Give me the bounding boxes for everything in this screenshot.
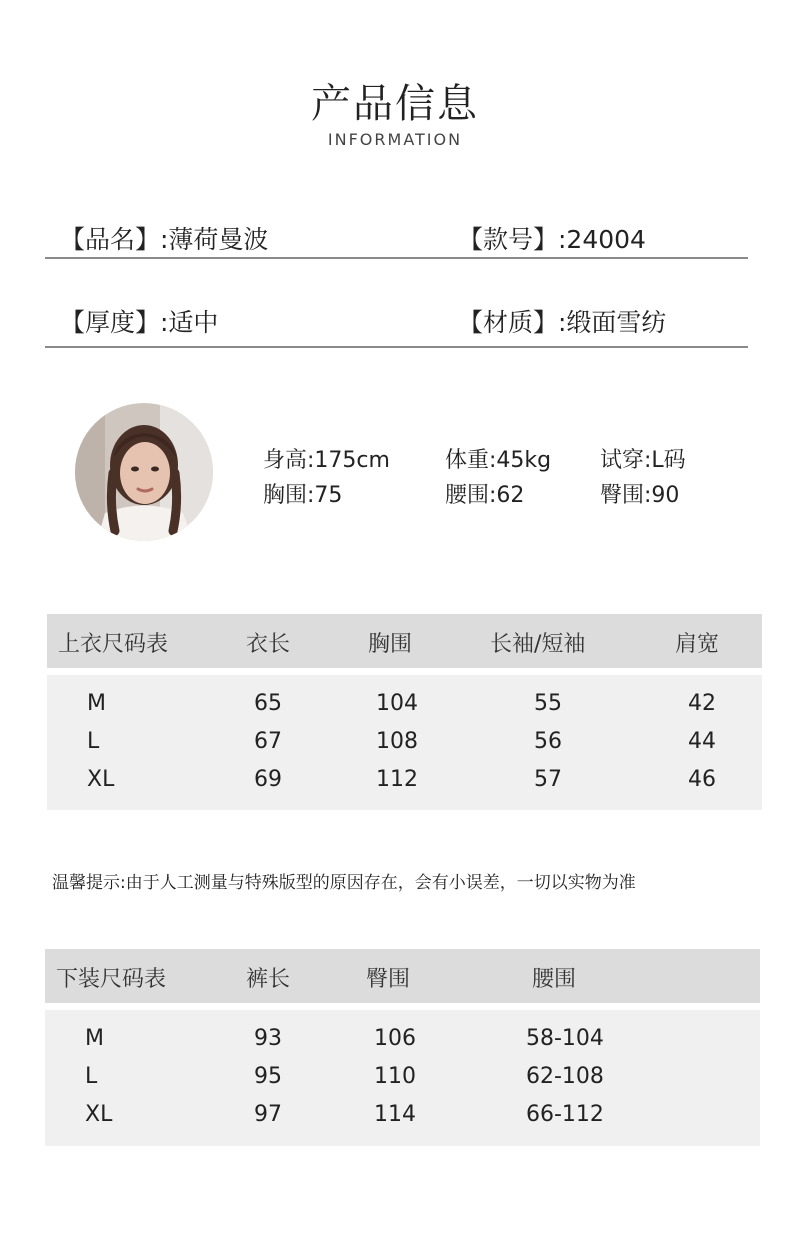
table-cell: 110	[374, 1064, 416, 1089]
model-avatar	[75, 403, 213, 541]
table-cell: XL	[87, 767, 115, 792]
model-try-size: 试穿:L码	[600, 448, 686, 473]
table-cell: 62-108	[526, 1064, 604, 1089]
table-cell: 58-104	[526, 1026, 604, 1051]
table-cell: 46	[688, 767, 716, 792]
measurement-note: 温馨提示:由于人工测量与特殊版型的原因存在，会有小误差，一切以实物为准	[52, 873, 636, 893]
table-header-cell: 肩宽	[675, 632, 720, 657]
divider	[45, 346, 748, 348]
table-cell: M	[85, 1026, 104, 1051]
page-title: 产品信息	[311, 81, 479, 127]
table-cell: 104	[376, 691, 418, 716]
table-cell: 42	[688, 691, 716, 716]
thickness: 【厚度】:适中	[60, 308, 219, 337]
model-height: 身高:175cm	[263, 448, 390, 473]
table-cell: 95	[254, 1064, 282, 1089]
table-cell: 106	[374, 1026, 416, 1051]
model-waist: 腰围:62	[445, 483, 525, 508]
table-cell: 65	[254, 691, 282, 716]
table-header-cell: 上衣尺码表	[58, 632, 169, 657]
table-header-cell: 胸围	[368, 632, 413, 657]
table-header-cell: 衣长	[246, 632, 291, 657]
table-cell: 44	[688, 729, 716, 754]
table-cell: L	[85, 1064, 98, 1089]
model-hip: 臀围:90	[600, 483, 680, 508]
divider	[45, 257, 748, 259]
material: 【材质】:缎面雪纺	[458, 308, 667, 337]
table-cell: 69	[254, 767, 282, 792]
model-bust: 胸围:75	[263, 483, 343, 508]
table-cell: XL	[85, 1102, 113, 1127]
table-cell: 56	[534, 729, 562, 754]
table-header-cell: 臀围	[366, 967, 411, 992]
table-cell: 67	[254, 729, 282, 754]
table-cell: 112	[376, 767, 418, 792]
model-weight: 体重:45kg	[445, 448, 552, 473]
table-cell: 93	[254, 1026, 282, 1051]
table-cell: 97	[254, 1102, 282, 1127]
table-cell: L	[87, 729, 100, 754]
table-cell: 55	[534, 691, 562, 716]
table-cell: M	[87, 691, 106, 716]
page-subtitle: INFORMATION	[327, 130, 463, 149]
table-cell: 66-112	[526, 1102, 604, 1127]
style-number: 【款号】:24004	[458, 225, 646, 254]
table-header-cell: 腰围	[532, 967, 577, 992]
table-cell: 108	[376, 729, 418, 754]
table-cell: 114	[374, 1102, 416, 1127]
table-cell: 57	[534, 767, 562, 792]
table-header-cell: 下装尺码表	[56, 967, 167, 992]
table-header-cell: 长袖/短袖	[490, 632, 586, 657]
product-name: 【品名】:薄荷曼波	[60, 225, 269, 254]
table-header-cell: 裤长	[246, 967, 291, 992]
